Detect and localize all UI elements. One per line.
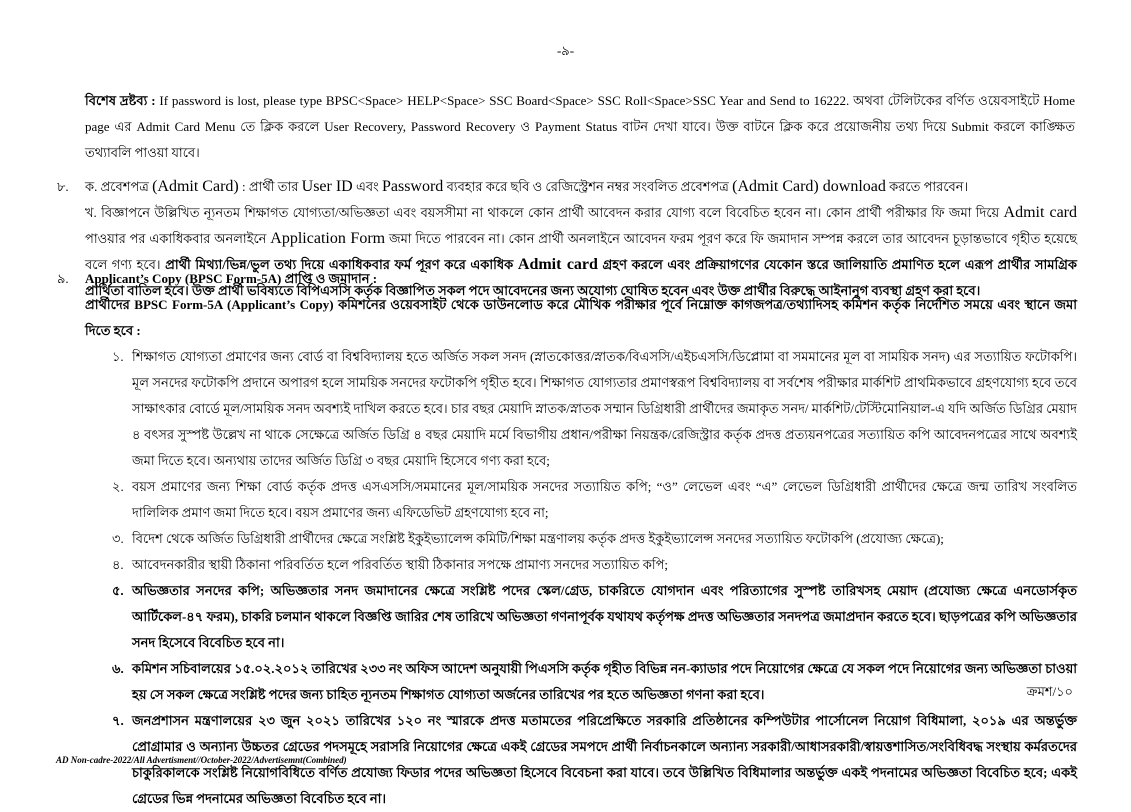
text: এবং xyxy=(355,179,379,194)
item-text: বয়স প্রমাণের জন্য শিক্ষা বোর্ড কর্তৃক প্রদত্ত এসএসসি/সমমানের মূল/সাময়িক সনদের সত্যায়িত কপি; “ও” লেভেল এবং “এ” লেভেল ডিগ্রিধারী প্রার্থীদের ক্ষেত্রে জন্ম তারিখ সংবলিত দালিলিক প্রমাণ জমা দিতে হবে। বয়স প্রমাণের জন্য এফিডেভিট গ্রহণযোগ্য হবে না; xyxy=(132,479,1077,520)
item-number: ৪. xyxy=(112,557,124,572)
text: Admit card xyxy=(1003,204,1077,221)
page-number: -৯- xyxy=(556,43,575,58)
list-item xyxy=(112,344,1077,474)
item-text: বিদেশ থেকে অর্জিত ডিগ্রিধারী প্রার্থীদের ক্ষেত্রে সংশ্লিষ্ট ইকুইভ্যালেন্স কমিটি/শিক্ষা মন্ত্রণালয় কর্তৃক প্রদত্ত ইকুইভ্যালেন্স সনদের সত্যায়িত ফটোকপি (প্রযোজ্য ক্ষেত্রে); xyxy=(132,531,944,546)
item-number: ১. xyxy=(112,349,124,364)
list-item xyxy=(112,552,1077,578)
item-number: ২. xyxy=(112,479,124,494)
section-number: ৮. xyxy=(57,179,69,194)
list-item xyxy=(112,656,1077,708)
text: Password xyxy=(381,178,444,195)
item-text: শিক্ষাগত যোগ্যতা প্রমাণের জন্য বোর্ড বা বিশ্ববিদ্যালয় হতে অর্জিত সকল সনদ (স্নাতকোত্তর/স্নাতক/বিএসসি/এইচএসসি/ডিপ্লোমা বা সমমানের মূল বা সাময়িক সনদ) এর সত্যায়িত ফটোকপি। মূল সনদের ফটোকপি প্রদানে অপারগ হলে সাময়িক সনদের ফটোকপি গৃহীত হবে। শিক্ষাগত যোগ্যতার প্রমাণস্বরূপ বিশ্ববিদ্যালয় বা সর্বশেষ পরীক্ষার মার্কশিট প্রাথমিকভাবে গ্রহণযোগ্য হবে তবে সাক্ষাৎকার বোর্ডে মূল/সাময়িক সনদ অবশ্যই দাখিল করতে হবে। চার বছর মেয়াদি স্নাতক/স্নাতক সম্মান ডিগ্রিধারী প্রার্থীদের জমাকৃত সনদ/ মার্কশিট/টেস্টিমোনিয়াল-এ যদি অর্জিত ডিগ্রির মেয়াদ ৪ বৎসর সুস্পষ্ট উল্লেখ না থাকে সেক্ষেত্রে অর্জিত ডিগ্রি ৪ বছর মেয়াদি মর্মে বিভাগীয় প্রধান/পরীক্ষা নিয়ন্ত্রক/রেজিস্ট্রার কর্তৃক প্রদত্ত প্রত্যয়নপত্রের সত্যায়িত কপি আবেদনপত্রের সাথে অবশ্যই জমা দিতে হবে। অন্যথায় তাদের অর্জিত ডিগ্রি ৩ বছর মেয়াদি হিসেবে গণ্য করা হবে; xyxy=(132,349,1077,468)
footer-path: AD Non-cadre-2022/All Advertisment//October-2022/Advertisemnt(Combined) xyxy=(56,755,347,765)
section-9-items xyxy=(57,344,1077,812)
text: : প্রার্থী তার xyxy=(241,179,299,194)
text: খ. বিজ্ঞাপনে উল্লিখিত ন্যূনতম শিক্ষাগত যোগ্যতা/অভিজ্ঞতা এবং বয়সসীমা না থাকলে কোন প্রার্থী আবেদন করার যোগ্য বলে বিবেচিত হবেন না। কোন প্রার্থী পরীক্ষার ফি জমা দিয়ে xyxy=(85,205,1000,220)
text: Application Form xyxy=(270,230,386,247)
item-text: জনপ্রশাসন মন্ত্রণালয়ের ২৩ জুন ২০২১ তারিখের ১২০ নং স্মারকে প্রদত্ত মতামতের পরিপ্রেক্ষিতে সরকারি প্রতিষ্ঠানের কম্পিউটার পার্সোনেল নিয়োগ বিধিমালা, ২০১৯ এর অন্তর্ভুক্ত প্রোগ্রামার ও অন্যান্য উচ্চতর গ্রেডের পদসমূহে সরাসরি নিয়োগের ক্ষেত্রে একই গ্রেডের সমপদে প্রার্থী নির্বাচনকালে অন্যান্য সরকারী/আধাসরকারী/স্বায়ত্তশাসিত/সংবিধিবদ্ধ সংস্থায় কর্মরতদের চাকুরিকালকে সংশ্লিষ্ট নিয়োগবিধিতে বর্ণিত প্রযোজ্য ফিডার পদের অভিজ্ঞতা হিসেবে বিবেচনা করা যাবে। তবে উল্লিখিত বিধিমালার অন্তর্ভুক্ত একই পদনামের অভিজ্ঞতা বিবেচিত হবে; একই গ্রেডের ভিন্ন পদনামের অভিজ্ঞতা বিবেচিত হবে না। xyxy=(132,713,1077,806)
list-item xyxy=(112,474,1077,526)
section-9 xyxy=(57,266,1077,812)
item-number: ৫. xyxy=(112,583,124,598)
item-text: আবেদনকারীর স্থায়ী ঠিকানা পরিবর্তিত হলে পরিবর্তিত স্থায়ী ঠিকানার সপক্ষে প্রামাণ্য সনদের সত্যায়িত কপি; xyxy=(132,557,669,572)
text: Admit card xyxy=(517,256,598,273)
text: গ্রহণ করলে এবং প্রক্রিয়াগণের যেকোন স্তরে জালিয়াতি প্রমাণিত হলে এরূপ প্রার্থীর সামগ্রিক প্রার্থিতা বাতিল হবে। উক্ত প্রার্থী ভবিষ্যতে বিপিএসসি কর্তৃক বিজ্ঞাপিত সকল পদে আবেদনের জন্য অযোগ্য ঘোষিত হবেন এবং উক্ত প্রার্থীর বিরুদ্ধে আইনানুগ ব্যবস্থা গ্রহণ করা হবে। xyxy=(85,257,1078,298)
section-8-ka xyxy=(85,174,1077,200)
text: ক. প্রবেশপত্র xyxy=(85,179,149,194)
text: ব্যবহার করে ছবি ও রেজিস্ট্রেশন নম্বর সংবলিত প্রবেশপত্র xyxy=(446,179,729,194)
note-text: If password is lost, please type BPSC<Space> HELP<Space> SSC Board<Space> SSC Roll<Space>SSC Year and Send to 16222. অথবা টেলিটকের বর্ণিত ওয়েবসাইটে Home page এর Admit Card Menu তে ক্লিক করলে User Recovery, Password Recovery ও Payment Status বাটন দেখা যাবে। উক্ত বাটনে ক্লিক করে প্রয়োজনীয় তথ্য দিয়ে Submit করলে কাঙ্ক্ষিত তথ্যাবলি পাওয়া যাবে। xyxy=(85,93,1075,160)
text: করতে পারবেন। xyxy=(889,179,969,194)
text: প্রার্থী মিথ্যা/ভিন্ন/ভুল তথ্য দিয়ে একাধিকবার ফর্ম পূরণ করে একাধিক xyxy=(165,257,514,272)
item-number: ৭. xyxy=(112,713,124,728)
section-9-heading: Applicant’s Copy (BPSC Form-5A) প্রাপ্তি ও জমাদান : xyxy=(85,271,378,286)
text: (Admit Card) xyxy=(152,178,239,195)
text: পাওয়ার পর একাধিকবার অনলাইনে xyxy=(85,231,267,246)
section-number: ৯. xyxy=(57,271,69,286)
text: User ID xyxy=(301,178,353,195)
special-note xyxy=(85,88,1075,166)
text: জমা দিতে পারবেন না। কোন প্রার্থী অনলাইনে আবেদন ফরম পূরণ করে ফি জমাদান সম্পন্ন করলে তার আবেদন চূড়ান্তভাবে গৃহীত হয়েছে বলে গণ্য হবে। xyxy=(85,231,1078,272)
text: (Admit Card) download xyxy=(732,178,886,195)
item-text: অভিজ্ঞতার সনদের কপি; অভিজ্ঞতার সনদ জমাদানের ক্ষেত্রে সংশ্লিষ্ট পদের স্কেল/গ্রেড, চাকরিতে যোগদান এবং পরিত্যাগের সুস্পষ্ট তারিখসহ মেয়াদ (প্রযোজ্য ক্ষেত্রে এনডোর্সকৃত আর্টিকেল-৪৭ ফরম), চাকরি চলমান থাকলে বিজ্ঞপ্তি জারির শেষ তারিখে অভিজ্ঞতা গণনাপূর্বক যথাযথ কর্তৃপক্ষ প্রদত্ত অভিজ্ঞতার সনদপত্র জমাপ্রদান করতে হবে। ছাড়পত্রের কপি অভিজ্ঞতার সনদ হিসেবে বিবেচিত হবে না। xyxy=(132,583,1077,650)
item-number: ৬. xyxy=(112,661,124,676)
item-number: ৩. xyxy=(112,531,124,546)
section-9-intro: প্রার্থীদের BPSC Form-5A (Applicant’s Copy) কমিশনের ওয়েবসাইট থেকে ডাউনলোড করে মৌখিক পরীক্ষার পূর্বে নিম্নোক্ত কাগজপত্র/তথ্যাদিসহ কমিশন কর্তৃক নির্দেশিত সময়ে এবং স্থানে জমা দিতে হবে : xyxy=(85,297,1077,338)
item-text: কমিশন সচিবালয়ের ১৫.০২.২০১২ তারিখের ২৩৩ নং অফিস আদেশ অনুযায়ী পিএসসি কর্তৃক গৃহীত বিভিন্ন নন-ক্যাডার পদে নিয়োগের ক্ষেত্রে যে সকল পদে নিয়োগের জন্য অভিজ্ঞতা চাওয়া হয় সে সকল ক্ষেত্রে সংশ্লিষ্ট পদের জন্য চাহিত ন্যূনতম শিক্ষাগত যোগ্যতা অর্জনের তারিখের পর হতে অভিজ্ঞতা গণনা করা হবে। xyxy=(132,661,1077,702)
list-item xyxy=(112,526,1077,552)
continued-label: ক্রমশ/১০ xyxy=(1026,684,1073,699)
list-item xyxy=(112,578,1077,656)
note-label: বিশেষ দ্রষ্টব্য : xyxy=(85,93,156,108)
